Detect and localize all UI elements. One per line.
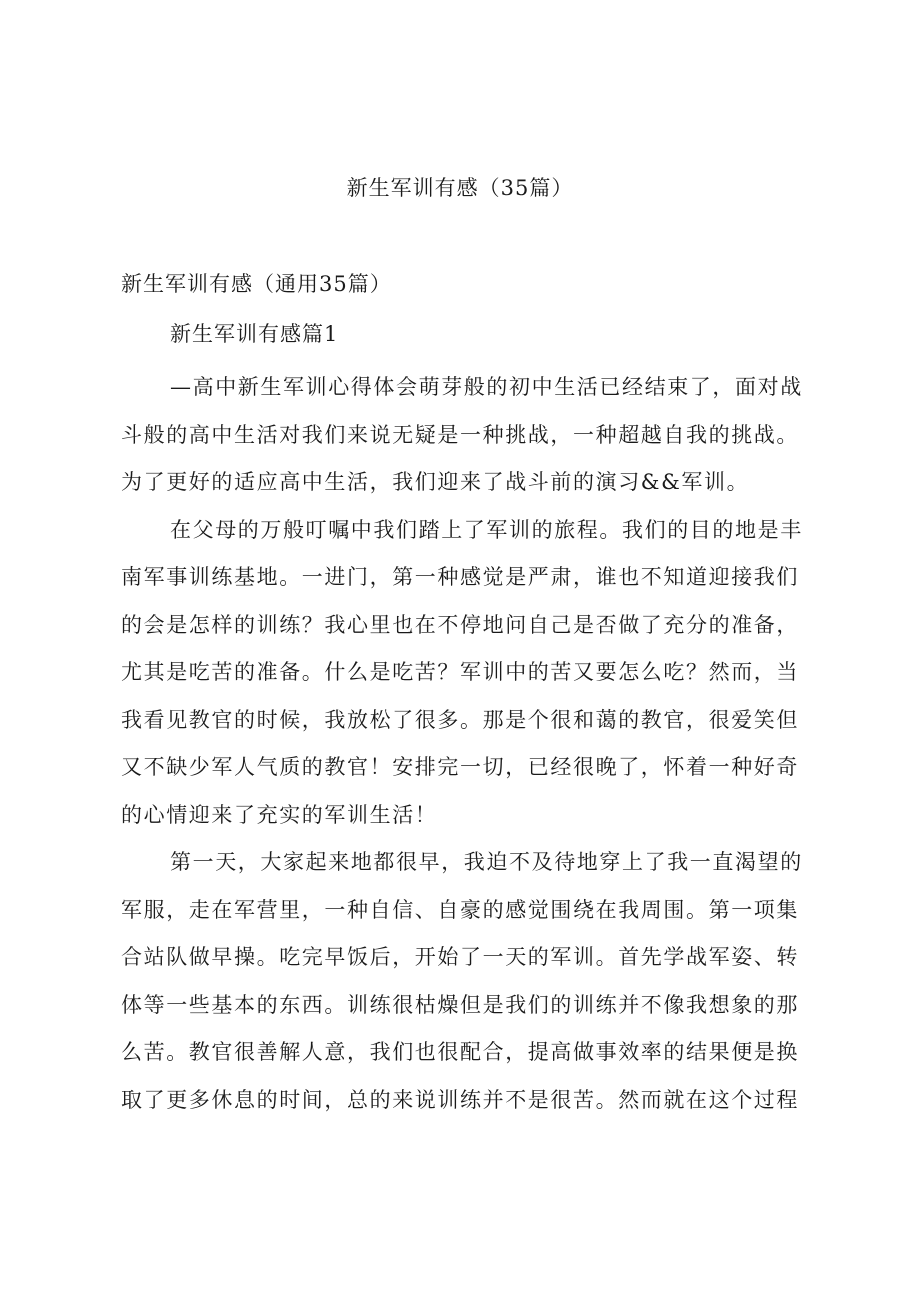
section-heading: 新生军训有感篇1 (170, 322, 339, 346)
paragraph-line: 斗般的高中生活对我们来说无疑是一种挑战，一种超越自我的挑战。 (121, 422, 799, 447)
paragraph-line: 取了更多休息的时间，总的来说训练并不是很苦。然而就在这个过程 (121, 1087, 799, 1112)
paragraph-line: 尤其是吃苦的准备。什么是吃苦？军训中的苦又要怎么吃？然而，当 (121, 660, 799, 684)
paragraph-line: 南军事训练基地。一进门，第一种感觉是严肃，谁也不知道迎接我们 (121, 565, 799, 589)
paragraph-line: 军服，走在军营里，一种自信、自豪的感觉围绕在我周围。第一项集 (121, 897, 799, 922)
paragraph-line: 体等一些基本的东西。训练很枯燥但是我们的训练并不像我想象的那 (121, 992, 799, 1017)
paragraph-line: 为了更好的适应高中生活，我们迎来了战斗前的演习&&军训。 (121, 470, 750, 494)
paragraph-line: 第一天，大家起来地都很早，我迫不及待地穿上了我一直渴望的 (170, 850, 803, 874)
body-text (121, 364, 821, 1124)
paragraph-line: 我看见教官的时候，我放松了很多。那是个很和蔼的教官，很爱笑但 (121, 707, 799, 732)
paragraph-line: 的会是怎样的训练？我心里也在不停地问自己是否做了充分的准备， (121, 612, 799, 637)
paragraph-2 (121, 507, 821, 840)
paragraph-line: —高中新生军训心得体会萌芽般的初中生活已经结束了，面对战 (170, 375, 803, 399)
paragraph-line: 又不缺少军人气质的教官！安排完一切，已经很晚了，怀着一种好奇 (121, 755, 799, 779)
paragraph-line: 合站队做早操。吃完早饭后，开始了一天的军训。首先学战军姿、转 (121, 945, 799, 969)
paragraph-line: 么苦。教官很善解人意，我们也很配合，提高做事效率的结果便是换 (121, 1040, 799, 1064)
paragraph-line: 在父母的万般叮嘱中我们踏上了军训的旅程。我们的目的地是丰 (170, 517, 803, 542)
paragraph-line: 的心情迎来了充实的军训生活！ (121, 802, 438, 827)
paragraph-3 (121, 839, 821, 1124)
document-title: 新生军训有感（35篇） (346, 176, 574, 200)
paragraph-1 (121, 364, 821, 507)
document-subtitle: 新生军训有感（通用35篇） (121, 272, 392, 296)
